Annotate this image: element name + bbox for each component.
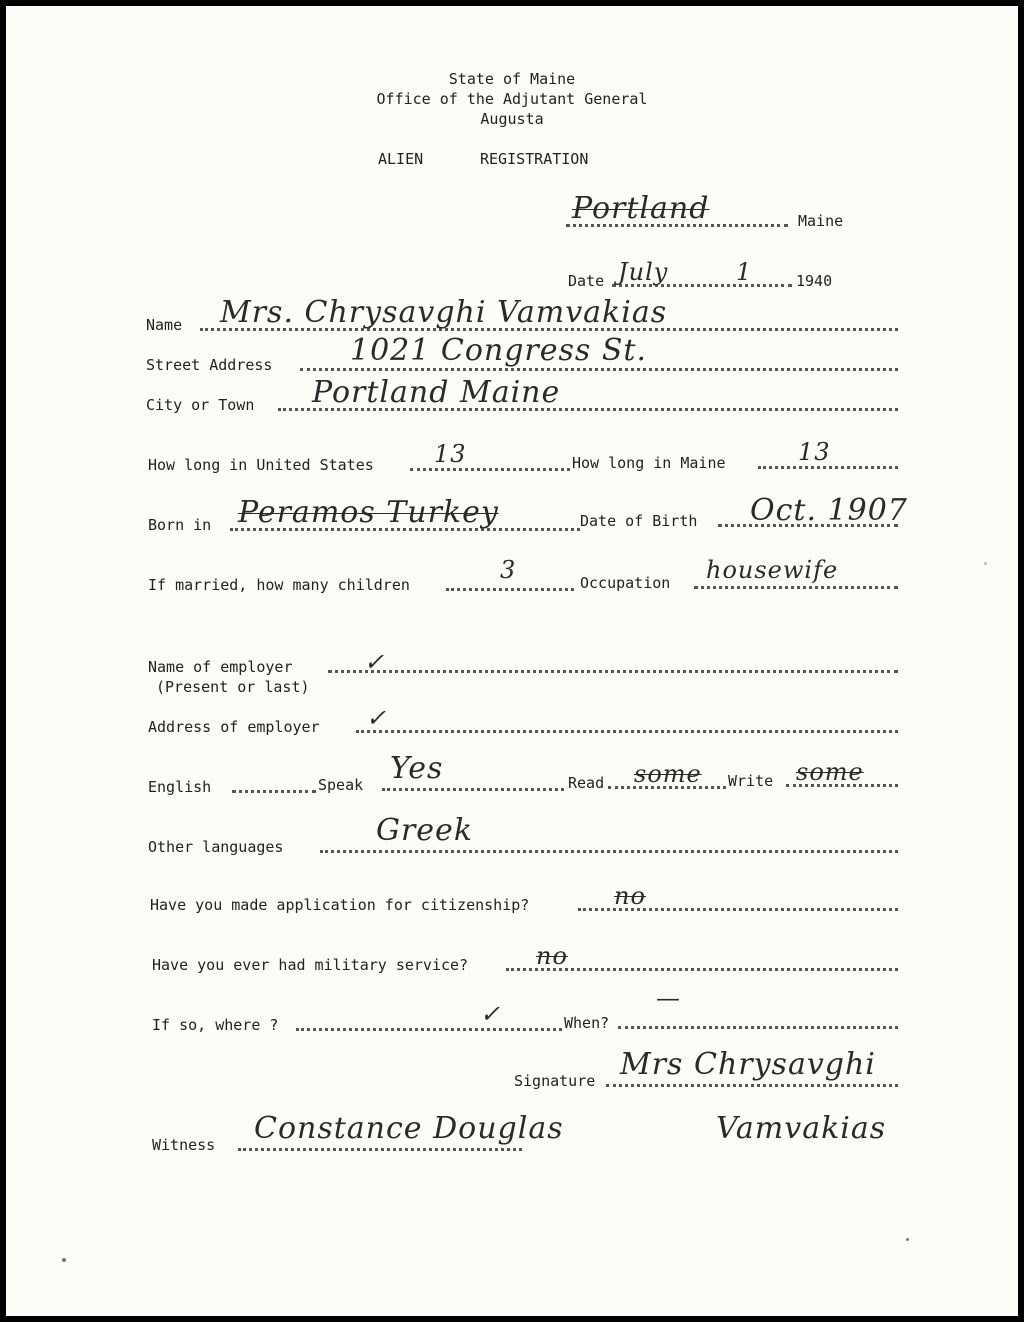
occupation-label: Occupation (580, 574, 671, 592)
header-alien: ALIEN (378, 150, 424, 168)
date-month: July (618, 258, 669, 286)
maine-dots (758, 466, 898, 469)
paper-speck (62, 1258, 66, 1262)
write-label: Write (728, 772, 774, 790)
date-year: 1940 (796, 272, 833, 290)
employer-addr-value: ✓ (366, 704, 388, 732)
us-value: 13 (434, 440, 467, 468)
witness-dots (238, 1148, 522, 1151)
children-label: If married, how many children (148, 576, 410, 594)
signature-label: Signature (514, 1072, 596, 1090)
date-day: 1 (736, 258, 753, 286)
employer-sub: (Present or last) (156, 678, 310, 696)
employer-label: Name of employer (148, 658, 293, 676)
date-label: Date (568, 272, 605, 290)
header-state: State of Maine (448, 70, 576, 88)
dob-label: Date of Birth (580, 512, 698, 530)
header-registration: REGISTRATION (480, 150, 589, 168)
read-label: Read (568, 774, 605, 792)
header-city: Augusta (480, 110, 544, 128)
children-value: 3 (500, 556, 517, 584)
name-label: Name (146, 316, 183, 334)
employer-value: ✓ (364, 648, 386, 676)
read-value: some (634, 760, 702, 788)
when-label: When? (564, 1014, 610, 1032)
street-dots (300, 368, 898, 371)
citizenship-label: Have you made application for citizenship? (150, 896, 530, 914)
where-label: If so, where ? (152, 1016, 279, 1034)
children-dots (446, 588, 574, 591)
city-label: City or Town (146, 396, 255, 414)
registration-form (6, 6, 1018, 1316)
dob-value: Oct. 1907 (750, 493, 908, 528)
street-value: 1021 Congress St. (350, 333, 647, 368)
maine-label: How long in Maine (572, 454, 726, 472)
signature-dots (606, 1084, 898, 1087)
signature-value-1: Mrs Chrysavghi (620, 1047, 876, 1082)
write-value: some (796, 758, 864, 786)
other-lang-value: Greek (376, 813, 473, 848)
speak-label: Speak (318, 776, 364, 794)
place-label: Maine (798, 212, 844, 230)
other-lang-dots (320, 850, 898, 853)
english-label: English (148, 778, 212, 796)
employer-addr-dots (356, 730, 898, 733)
military-label: Have you ever had military service? (152, 956, 469, 974)
header-office: Office of the Adjutant General (376, 90, 648, 108)
paper-speck (984, 562, 987, 565)
name-value: Mrs. Chrysavghi Vamvakias (220, 295, 668, 330)
maine-value: 13 (798, 438, 831, 466)
when-value: — (656, 984, 681, 1012)
place-value: Portland (572, 191, 710, 226)
born-label: Born in (148, 516, 212, 534)
other-lang-label: Other languages (148, 838, 284, 856)
occupation-value: housewife (706, 556, 839, 584)
occupation-dots (694, 586, 898, 589)
paper-speck (906, 1238, 909, 1241)
city-value: Portland Maine (312, 375, 561, 410)
military-value: no (536, 942, 568, 970)
employer-addr-label: Address of employer (148, 718, 320, 736)
where-dots (296, 1028, 562, 1031)
us-dots (410, 468, 570, 471)
employer-dots (328, 670, 898, 673)
born-value: Peramos Turkey (238, 495, 499, 530)
speak-dots (382, 788, 564, 791)
english-dots (232, 790, 316, 793)
signature-value-2: Vamvakias (716, 1111, 887, 1146)
citizenship-value: no (614, 882, 646, 910)
witness-value: Constance Douglas (254, 1111, 564, 1146)
us-label: How long in United States (148, 456, 374, 474)
when-dots (618, 1026, 898, 1029)
where-value: ✓ (480, 1000, 502, 1028)
street-label: Street Address (146, 356, 273, 374)
witness-label: Witness (152, 1136, 216, 1154)
speak-value: Yes (390, 751, 444, 786)
